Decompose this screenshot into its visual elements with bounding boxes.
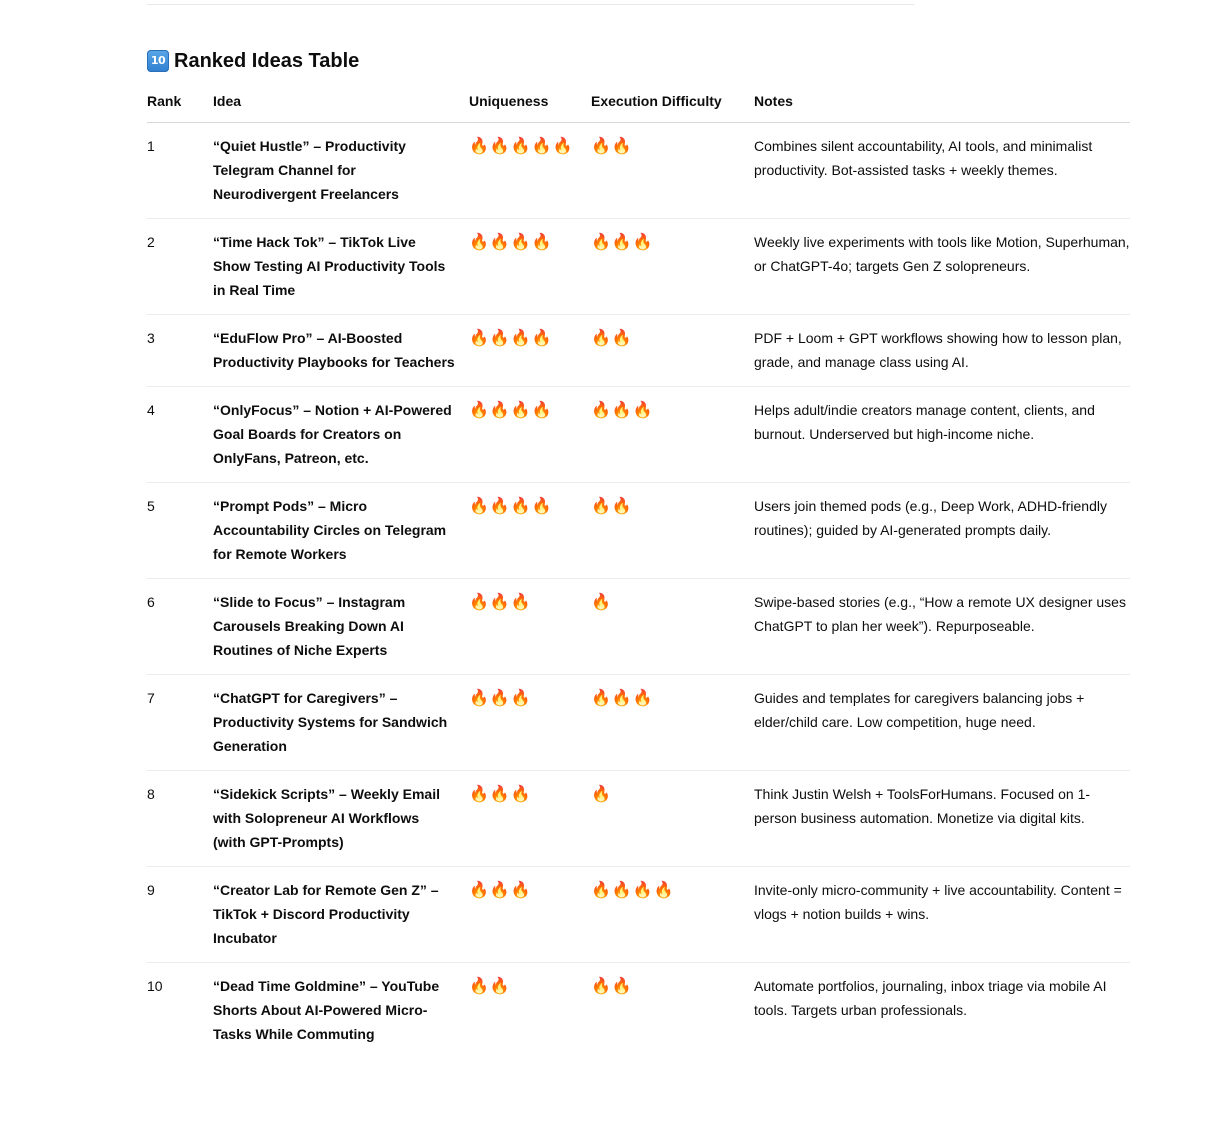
difficulty-cell	[591, 675, 754, 771]
table-header-row	[147, 88, 1130, 123]
table-row	[147, 483, 1130, 579]
fire-rating-icon: 🔥🔥	[469, 976, 511, 995]
difficulty-cell	[591, 483, 754, 579]
idea-cell: “Slide to Focus” – Instagram Carousels Breaking Down AI Routines of Niche Experts	[213, 579, 469, 675]
table-row	[147, 867, 1130, 963]
rank-cell: 7	[147, 675, 213, 771]
notes-cell: Invite-only micro-community + live accountability. Content = vlogs + notion builds + wins.	[754, 867, 1130, 963]
rank-cell: 3	[147, 315, 213, 387]
rank-cell: 10	[147, 978, 163, 994]
table-row	[147, 579, 1130, 675]
fire-rating-icon: 🔥	[591, 784, 612, 803]
idea-cell: “Creator Lab for Remote Gen Z” – TikTok + Discord Productivity Incubator	[213, 867, 469, 963]
difficulty-cell	[591, 123, 754, 219]
uniqueness-cell	[469, 963, 591, 1059]
column-header-idea: Idea	[213, 88, 469, 123]
fire-rating-icon: 🔥🔥🔥🔥	[591, 880, 675, 899]
fire-rating-icon: 🔥🔥🔥🔥	[469, 400, 553, 419]
notes-cell: Think Justin Welsh + ToolsForHumans. Focused on 1-person business automation. Monetize via digital kits.	[754, 771, 1130, 867]
notes-cell: Automate portfolios, journaling, inbox triage via mobile AI tools. Targets urban professionals.	[754, 978, 1107, 1018]
table-row	[147, 123, 1130, 219]
difficulty-cell	[591, 771, 754, 867]
column-header-rank: Rank	[147, 88, 213, 123]
table-row	[147, 387, 1130, 483]
table-row	[147, 675, 1130, 771]
table-row	[147, 219, 1130, 315]
notes-cell: Guides and templates for caregivers balancing jobs + elder/child care. Low competition, huge need.	[754, 675, 1130, 771]
uniqueness-cell	[469, 675, 591, 771]
fire-rating-icon: 🔥🔥🔥	[591, 400, 654, 419]
fire-rating-icon: 🔥🔥🔥	[469, 784, 532, 803]
difficulty-cell	[591, 963, 754, 1059]
uniqueness-cell	[469, 867, 591, 963]
difficulty-cell	[591, 315, 754, 387]
fire-rating-icon: 🔥🔥🔥	[591, 688, 654, 707]
fire-rating-icon: 🔥🔥🔥	[469, 688, 532, 707]
column-header-uniqueness: Uniqueness	[469, 88, 591, 123]
fire-rating-icon: 🔥🔥	[591, 136, 633, 155]
fire-rating-icon: 🔥🔥🔥	[591, 232, 654, 251]
idea-cell: “Quiet Hustle” – Productivity Telegram Channel for Neurodivergent Freelancers	[213, 123, 469, 219]
section-title: Ranked Ideas Table	[174, 50, 360, 72]
fire-rating-icon: 🔥🔥🔥🔥	[469, 328, 553, 347]
notes-cell: Swipe-based stories (e.g., “How a remote UX designer uses ChatGPT to plan her week”). Repurposeable.	[754, 579, 1130, 675]
table-row	[147, 771, 1130, 867]
notes-cell: Weekly live experiments with tools like Motion, Superhuman, or ChatGPT-4o; targets Gen Z solopreneurs.	[754, 219, 1130, 315]
column-header-difficulty: Execution Difficulty	[591, 88, 754, 123]
fire-rating-icon: 🔥🔥	[591, 328, 633, 347]
top-divider	[147, 4, 914, 5]
uniqueness-cell	[469, 387, 591, 483]
rank-cell: 5	[147, 483, 213, 579]
table-row	[147, 963, 1130, 1059]
idea-cell: “Prompt Pods” – Micro Accountability Circles on Telegram for Remote Workers	[213, 483, 469, 579]
idea-cell: “EduFlow Pro” – AI-Boosted Productivity Playbooks for Teachers	[213, 315, 469, 387]
notes-cell: Helps adult/indie creators manage content, clients, and burnout. Underserved but high-income niche.	[754, 387, 1130, 483]
rank-cell: 6	[147, 579, 213, 675]
ranked-ideas-table	[147, 88, 1130, 1058]
difficulty-cell	[591, 219, 754, 315]
fire-rating-icon: 🔥🔥🔥🔥	[469, 232, 553, 251]
rank-cell: 9	[147, 867, 213, 963]
fire-rating-icon: 🔥🔥	[591, 496, 633, 515]
uniqueness-cell	[469, 579, 591, 675]
fire-rating-icon: 🔥🔥🔥	[469, 592, 532, 611]
uniqueness-cell	[469, 315, 591, 387]
idea-cell: “Dead Time Goldmine” – YouTube Shorts About AI-Powered Micro-Tasks While Commuting	[213, 978, 440, 1042]
keycap-ten-icon: 10	[147, 50, 169, 72]
rank-cell: 8	[147, 771, 213, 867]
uniqueness-cell	[469, 771, 591, 867]
difficulty-cell	[591, 387, 754, 483]
notes-cell: Users join themed pods (e.g., Deep Work, ADHD-friendly routines); guided by AI-generated prompts daily.	[754, 483, 1130, 579]
table-row	[147, 315, 1130, 387]
rank-cell: 4	[147, 387, 213, 483]
uniqueness-cell	[469, 123, 591, 219]
fire-rating-icon: 🔥🔥	[591, 976, 633, 995]
idea-cell: “OnlyFocus” – Notion + AI-Powered Goal Boards for Creators on OnlyFans, Patreon, etc.	[213, 387, 469, 483]
uniqueness-cell	[469, 483, 591, 579]
fire-rating-icon: 🔥🔥🔥🔥	[469, 496, 553, 515]
fire-rating-icon: 🔥🔥🔥	[469, 880, 532, 899]
idea-cell: “Sidekick Scripts” – Weekly Email with Solopreneur AI Workflows (with GPT-Prompts)	[213, 771, 469, 867]
idea-cell: “ChatGPT for Caregivers” – Productivity Systems for Sandwich Generation	[213, 675, 469, 771]
rank-cell: 1	[147, 123, 213, 219]
rank-cell: 2	[147, 219, 213, 315]
fire-rating-icon: 🔥🔥🔥🔥🔥	[469, 136, 574, 155]
column-header-notes: Notes	[754, 88, 1130, 123]
notes-cell: Combines silent accountability, AI tools, and minimalist productivity. Bot-assisted tasks + weekly themes.	[754, 123, 1130, 219]
difficulty-cell	[591, 867, 754, 963]
difficulty-cell	[591, 579, 754, 675]
section-heading	[147, 48, 359, 74]
idea-cell: “Time Hack Tok” – TikTok Live Show Testing AI Productivity Tools in Real Time	[213, 219, 469, 315]
notes-cell: PDF + Loom + GPT workflows showing how to lesson plan, grade, and manage class using AI.	[754, 315, 1130, 387]
fire-rating-icon: 🔥	[591, 592, 612, 611]
uniqueness-cell	[469, 219, 591, 315]
